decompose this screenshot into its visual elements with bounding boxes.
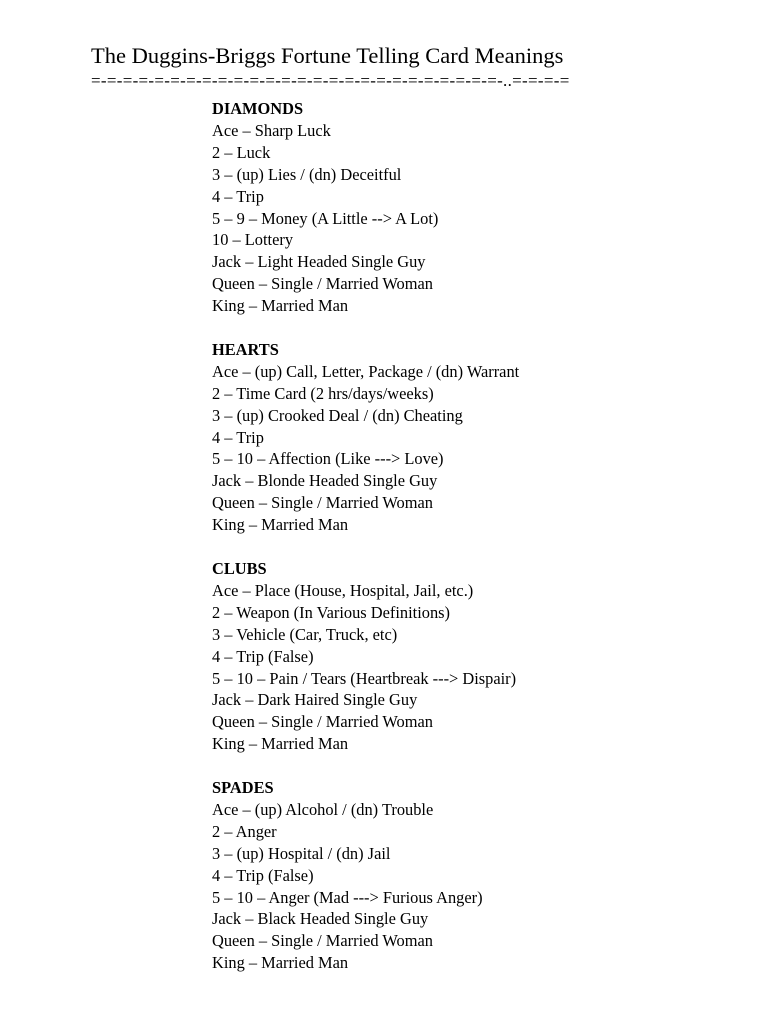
card-meaning-line: 4 – Trip <box>212 186 264 206</box>
suit-heading: CLUBS <box>212 559 267 578</box>
card-meaning-line: 4 – Trip (False) <box>212 646 314 666</box>
card-meaning-line: Ace – Sharp Luck <box>212 120 331 140</box>
suit-section-spades <box>212 777 752 974</box>
card-meaning-line: 2 – Weapon (In Various Definitions) <box>212 602 450 622</box>
suit-section-diamonds <box>212 98 752 317</box>
card-meaning-line: 2 – Luck <box>212 142 271 162</box>
card-meaning-line: Queen – Single / Married Woman <box>212 493 433 513</box>
card-meaning-line: 3 – (up) Crooked Deal / (dn) Cheating <box>212 405 463 425</box>
card-meaning-line: 2 – Time Card (2 hrs/days/weeks) <box>212 383 434 403</box>
card-meaning-line: Ace – (up) Call, Letter, Package / (dn) Warrant <box>212 361 520 381</box>
suit-heading: DIAMONDS <box>212 99 304 118</box>
card-meaning-line: King – Married Man <box>212 734 349 754</box>
card-meaning-line: Jack – Blonde Headed Single Guy <box>212 471 438 491</box>
card-meanings-list <box>212 98 752 974</box>
card-meaning-line: Queen – Single / Married Woman <box>212 931 433 951</box>
card-meaning-line: King – Married Man <box>212 953 349 973</box>
suit-heading: HEARTS <box>212 339 279 359</box>
document-title: The Duggins-Briggs Fortune Telling Card Meanings <box>91 43 564 68</box>
suit-section-hearts <box>212 339 752 536</box>
card-meaning-line: 5 – 10 – Anger (Mad ---> Furious Anger) <box>212 887 483 907</box>
card-meaning-line: Ace – Place (House, Hospital, Jail, etc.) <box>212 580 474 600</box>
card-meaning-line: Jack – Dark Haired Single Guy <box>212 690 418 710</box>
card-meaning-line: Jack – Black Headed Single Guy <box>212 909 429 929</box>
card-meaning-line: Jack – Light Headed Single Guy <box>212 252 426 272</box>
card-meaning-line: 4 – Trip <box>212 427 264 447</box>
suit-section-clubs <box>212 558 752 755</box>
card-meaning-line: 3 – (up) Hospital / (dn) Jail <box>212 843 391 863</box>
card-meaning-line: King – Married Man <box>212 296 349 316</box>
card-meaning-line: 2 – Anger <box>212 821 277 841</box>
card-meaning-line: Queen – Single / Married Woman <box>212 712 433 732</box>
card-meaning-line: 3 – Vehicle (Car, Truck, etc) <box>212 624 398 644</box>
card-meaning-line: King – Married Man <box>212 515 349 535</box>
title-divider: =-=-=-=-=-=-=-=-=-=-=-=-=-=-=-=-=-=-=-=-=-=-=-=-=-=-..=-=-=-= <box>91 71 570 90</box>
card-meaning-line: 5 – 9 – Money (A Little --> A Lot) <box>212 208 439 228</box>
card-meaning-line: 5 – 10 – Pain / Tears (Heartbreak ---> Dispair) <box>212 668 517 688</box>
card-meaning-line: Ace – (up) Alcohol / (dn) Trouble <box>212 799 434 819</box>
card-meaning-line: 3 – (up) Lies / (dn) Deceitful <box>212 164 402 184</box>
suit-heading: SPADES <box>212 778 274 798</box>
card-meaning-line: 10 – Lottery <box>212 230 294 250</box>
card-meaning-line: 5 – 10 – Affection (Like ---> Love) <box>212 449 444 469</box>
card-meaning-line: 4 – Trip (False) <box>212 865 314 885</box>
card-meaning-line: Queen – Single / Married Woman <box>212 274 433 294</box>
